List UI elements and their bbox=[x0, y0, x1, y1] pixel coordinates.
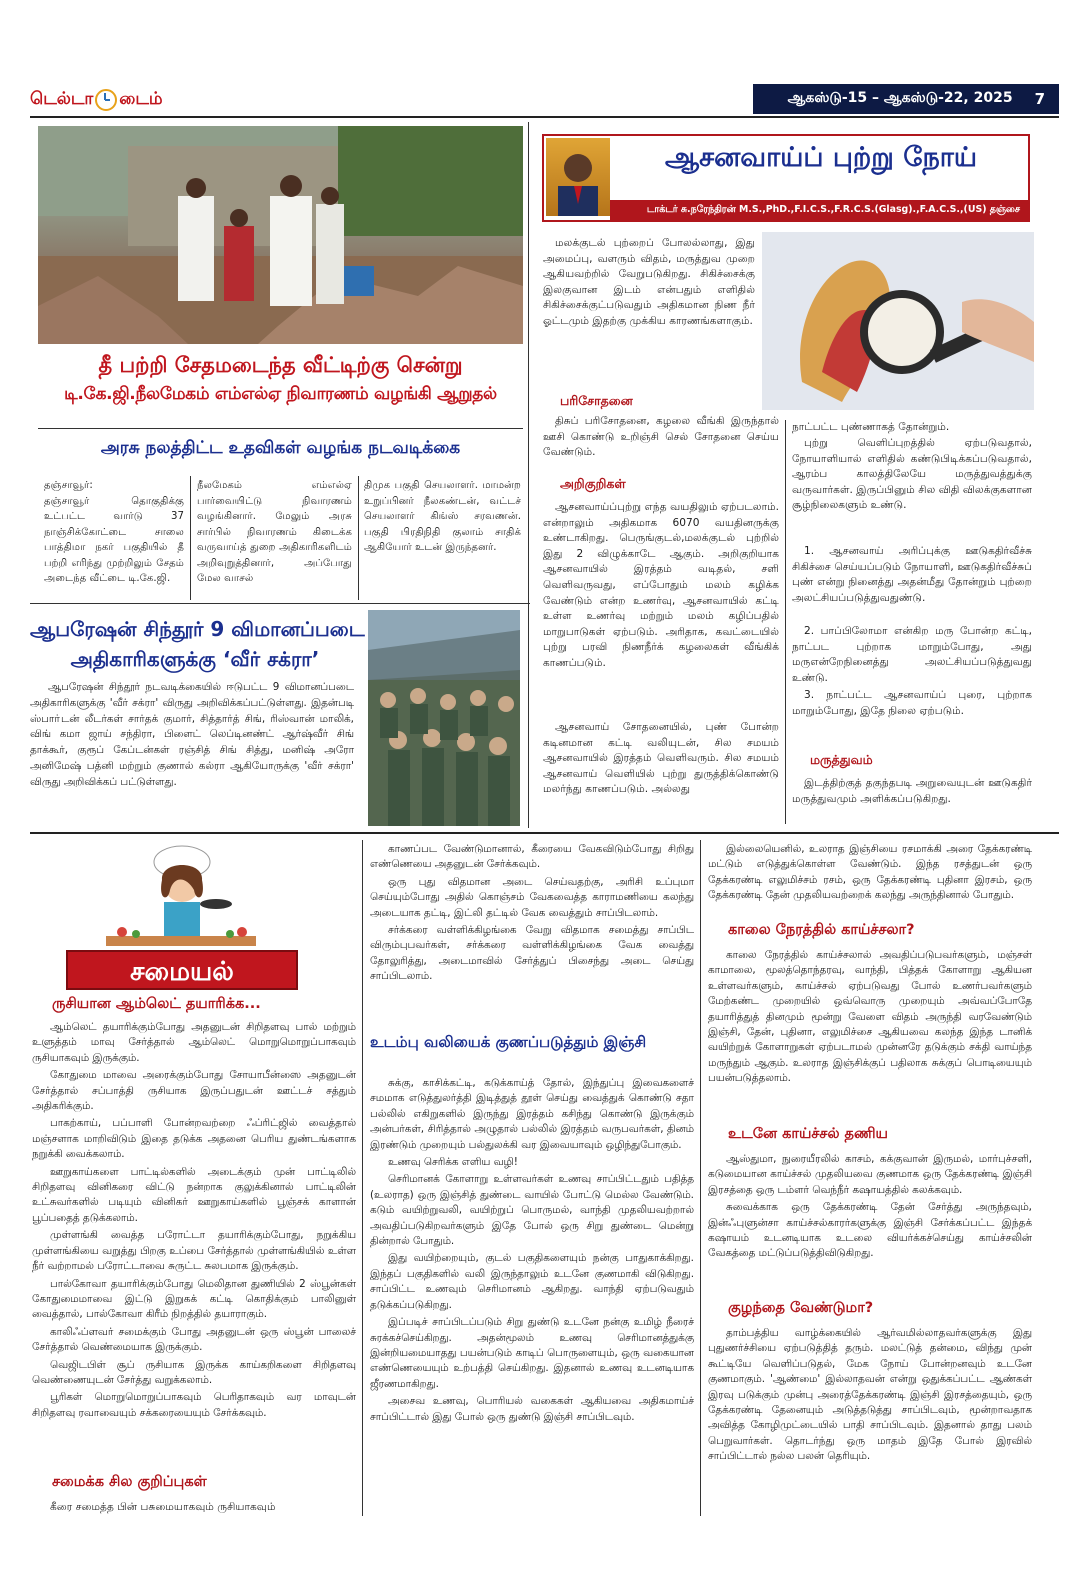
cooking-col1-p5: பால்கோவா தயாரிக்கும்போது மெலிதான துணியில் 2 ஸ்பூன்கள் கோதுமைமாவை இட்டு இறுகக் கட்டி கொதிக்கும் பாலினுள் வைத்தால், பால்கோவா கிரீம் நிறத்தில் தயாராகும். bbox=[32, 1277, 356, 1321]
health-symptoms-1: ஆசனவாய்ப்புற்று எந்த வயதிலும் ஏற்படலாம். என்றாலும் அதிகமாக 6070 வயதினருக்கு உண்டாகிறது. பெருங்குடல்,மலக்குடல் புற்றில் இது 2 விழுக்காடே ஆகும். அறிகுறியாக ஆசனவாயில் இரத்தம் வடிதல், சளி வெளிவருவது, எப்போதும் மலம் கழிக்க வேண்டும் என்ற உணர்வு, ஆசனவாயில் கட்டி உள்ள உணர்வு மற்றும் மலம் கழிப்பதில் மாறுபாடுகள் ஏற்படும். அரிதாக, கவட்டையில் புற்று பரவி நிணநீர்க் கழலைகள் வீங்கிக் காணப்படும். bbox=[543, 501, 779, 669]
cooking-title3: உடம்பு வலியைக் குணப்படுத்தும் இஞ்சி bbox=[370, 1033, 647, 1051]
page-number: 7 bbox=[1034, 90, 1045, 108]
logo-left-text: டெல்டா bbox=[30, 89, 94, 109]
cooking-col3c-p0: ஆஸ்துமா, நுரையீரலில் காசம், கக்குவான் இருமல், மார்புச்சளி, கடுமையான காய்ச்சல் முதலியவை குணமாக ஒரு தேக்கரண்டி இஞ்சி இரசத்தை ஒரு டம்ளர் வெந்நீர் கஷாயத்தில் கலக்கவும். bbox=[708, 1153, 1032, 1196]
cooking-col1-end: கீரை சமைத்த பின் பசுமையாகவும் ருசியாகவும் bbox=[50, 1501, 276, 1513]
health-treat: இடத்திற்குத் தகுந்தபடி அறுவையுடன் ஊடுகதிர் மருத்துவமும் அளிக்கப்படுகிறது. bbox=[792, 777, 1032, 805]
story1-col3: திமுக பகுதி செயலாளர். மாமன்ற உறுப்பினர் நீலகண்டன், வட்டச் செயலாளர் கிங்ஸ் சரவணன். பகுதி பிரதிநிதி குலாம் சாதிக் ஆகியோர் உடன் இருந்தனர். bbox=[364, 480, 521, 553]
cooking-col3d: தாம்பத்திய வாழ்க்கையில் ஆர்வமில்லாதவர்களுக்கு இது புதுணர்ச்சியை ஏற்படுத்தித் தரும். மலட்டுத் தன்மை, விந்து முன் கூட்டியே வெளிப்படுதல், மேக நோய் போன்றனவும் உடனே குணமாகும். 'ஆண்மை' இல்லாதவன் என்று ஒதுக்கப்பட்ட ஆண்கள் இரவு படுக்கும் முன்பு அரைத்தேக்கரண்டி இஞ்சி இரசத்தையும், ஒரு தேக்கரண்டி தேனையும் அடுத்தடுத்து சாப்பிடவும், மூன்றாவதாக அவித்த கோழிமுட்டையில் பாதி சாப்பிடவும். இதனால் தாது பலம் பெறுவார்கள். தொடர்ந்து ஒரு மாதம் இதே போல் இரவில் சாப்பிட்டால் நல்ல பலன் தெரியும். bbox=[708, 1327, 1032, 1463]
cooking-col2b bbox=[370, 1076, 694, 1427]
air-force-officers-photo bbox=[368, 610, 520, 826]
masthead bbox=[30, 84, 1059, 116]
cooking-col3c-p1: சுவைக்காக ஒரு தேக்கரண்டி தேன் சேர்த்து அருந்தவும், இன்ஃபுளுன்சா காய்ச்சல்காரர்களுக்கு இஞ்சி சேர்க்கப்பட்ட இந்தக் கஷாயம் உடனடியாக உடலை வியர்க்கச்செய்து காய்ச்சலின் வேகத்தை மட்டுப்படுத்திவிடுகிறது. bbox=[708, 1201, 1032, 1260]
cooking-col1-p7: வெஜிடபிள் சூப் ருசியாக இருக்க காய்கறிகளை சிறிதளவு வெண்ணையுடன் சேர்த்து வறுக்கலாம். bbox=[32, 1358, 356, 1386]
health-symptoms-2: ஆசனவாய் சோதனையில், புண் போன்ற கடினமான கட்டி வலியுடன், சில சமயம் ஆசனவாயில் இரத்தம் வெளிவரும். சில சமயம் ஆசனவாய் வெளியில் புற்று துருத்திக்கொண்டு மலர்ந்து காணப்படும். அல்லது bbox=[543, 721, 779, 796]
cooking-col1-p6: காலிஃப்ளவர் சமைக்கும் போது அதனுடன் ஒரு ஸ்பூன் பாலைச் சேர்த்தால் வெண்மையாக இருக்கும். bbox=[32, 1325, 356, 1354]
cooking-col1-p2: பாகற்காய், பப்பாளி போன்றவற்றை ஃப்ரிட்ஜில் வைத்தால் மஞ்சளாக மாறிவிடும் இதை தடுக்க அதனை பெரிய துண்டங்களாக நறுக்கி வைக்கலாம். bbox=[32, 1117, 356, 1161]
date-range: ஆகஸ்டு-15 – ஆகஸ்டு-22, 2025 bbox=[787, 90, 1013, 106]
cooking-col2b-p2: செரிமானக் கோளாறு உள்ளவர்கள் உணவு சாப்பிட்டதும் பதித்த (உலராத) ஒரு இஞ்சித் துண்டை வாயில் போட்டு மெல்ல வேண்டும். கடும் வயிற்றுவலி, வயிற்றுப் பொருமல், வாந்தி முதலியவற்றால் அவதிப்படுகிறவர்களும் இதே போல் ஒரு சிறு துண்டை மென்று தின்றால் போதும். bbox=[370, 1173, 694, 1248]
anatomy-magnifier-photo bbox=[762, 232, 1034, 410]
cooking-title1: ருசியான ஆம்லெட் தயாரிக்க... bbox=[52, 996, 261, 1012]
cooking-col2a bbox=[370, 842, 694, 987]
divider bbox=[700, 840, 701, 1516]
story1-col1: தஞ்சாவூர்: தஞ்சாவூர் தொகுதிக்கு உட்பட்ட வார்டு 37 நாஞ்சிக்கோட்டை சாலை பாத்திமா நகர் பகுதியில் தீ பற்றி எரிந்து முற்றிலும் சேதம் அடைந்த வீட்டை டி.கே.ஜி. bbox=[44, 480, 184, 584]
cooking-col1-p1: கோதுமை மாவை அரைக்கும்போது சோயாபீன்ஸை அதனுடன் சேர்த்தால் சப்பாத்தி ருசியாக இருப்பதுடன் ஊட்டச் சத்தும் அதிகரிக்கும். bbox=[32, 1069, 356, 1113]
cooking-col3b: காலை நேரத்தில் காய்ச்சலால் அவதிப்படுபவர்களும், மஞ்சள் காமாலை, மூலத்தொந்தரவு, வாந்தி, பித்தக் கோளாறு ஆகியன உள்ளவர்களும், காய்ச்சல் ஏற்படுவது போல் உணர்பவர்களும் மேற்கண்ட முறையில் ஒவ்வொரு முறையும் அவ்வப்போதே தயாரித்துத் தினமும் மூன்று வேளை விதம் அருந்தி வரவேண்டும் இஞ்சி, தேன், புதினா, எலுமிச்சை ஆகியவை கலந்த இந்த டானிக் வயிற்றுக் கோளாறுகள் ஏற்படாமல் முன்னரே தடுக்கும் சக்தி வாய்ந்த மருந்தும் ஆகும். உலராத இஞ்சிக்குப் பதிலாக சுக்குப் பொடியையும் பயன்படுத்தலாம். bbox=[708, 949, 1032, 1085]
story1-col2: நீலமேகம் எம்எல்ஏ பார்வையிட்டு நிவாரணம் வழங்கினார். மேலும் அரசு சார்பில் நிவாரணம் கிடைக்க வருவாய்த் துறை அதிகாரிகளிடம் அறிவுறுத்தினார், அப்போது மேல வாசல் bbox=[197, 480, 352, 584]
health-col3-2: புற்று வெளிப்புறத்தில் ஏற்படுவதால், நோயாளியால் எளிதில் கண்டுபிடிக்கப்படுவதால், ஆரம்ப காலத்திலேயே மருத்துவத்துக்கு வருவார்கள். இருப்பினும் சில விதி விலக்குகளான சூழ்நிலைகளும் உண்டு. bbox=[792, 437, 1032, 512]
story1-headline-line1: தீ பற்றி சேதமடைந்த வீட்டிற்கு சென்று bbox=[98, 353, 463, 377]
cooking-banner bbox=[66, 840, 298, 990]
divider bbox=[358, 476, 359, 600]
health-title-banner bbox=[542, 134, 1030, 222]
health-col3-5: 3. நாட்பட்ட ஆசனவாய்ப் புரை, புற்றாக மாறும்போது, இதே நிலை ஏற்படும். bbox=[792, 689, 1032, 717]
story1-subheadline: அரசு நலத்திட்ட உதவிகள் வழங்க நடவடிக்கை bbox=[100, 438, 461, 458]
chef-illustration bbox=[66, 840, 298, 952]
divider bbox=[30, 603, 530, 604]
divider bbox=[38, 428, 523, 429]
masthead-date-bar bbox=[753, 84, 1059, 114]
health-col3-4: 2. பாப்பிலோமா என்கிற மரு போன்ற கட்டி, நாட்பட புற்றாக மாறும்போது, அது மருஎன்றேநினைத்து அலட்சியப்படுத்துவது உண்டு. bbox=[792, 625, 1032, 684]
cooking-col1-p4: முள்ளங்கி வைத்த பரோட்டா தயாரிக்கும்போது, நறுக்கிய முள்ளங்கியை வறுத்து பிறகு உப்பை சேர்த்தால் முள்ளங்கியில் உள்ள நீர் வற்றாமல் பரோட்டாவை சுருட்ட சுலபமாக இருக்கும். bbox=[32, 1229, 356, 1273]
cooking-col1-p0: ஆம்லெட் தயாரிக்கும்போது அதனுடன் சிறிதளவு பால் மற்றும் உளுத்தம் மாவு சேர்த்தால் ஆம்லெட் மொறுமொறுப்பாகவும் ருசியாகவும் இருக்கும். bbox=[32, 1021, 356, 1064]
masthead-rule bbox=[30, 116, 1059, 118]
cooking-banner-label: சமையல் bbox=[66, 950, 298, 990]
story2-headline-line2: அதிகாரிகளுக்கு ‘வீர் சக்ரா’ bbox=[70, 647, 320, 671]
cooking-col3c bbox=[708, 1152, 1032, 1264]
cooking-col2b-p3: இது வயிற்றையும், குடல் பகுதிகளையும் நன்கு பாதுகாக்கிறது. இந்தப் பகுதிகளில் வலி இருந்தாலும் உடனே குணமாகி விடுகிறது. சாப்பிட்ட உணவும் செரிமானம் ஆகிறது. வாந்தி ஏற்படுவதும் தடுக்கப்படுகிறது. bbox=[370, 1252, 694, 1311]
health-title: ஆசனவாய்ப் புற்று நோய் bbox=[664, 142, 978, 173]
divider bbox=[785, 420, 786, 824]
cooking-title5: உடனே காய்ச்சல் தணிய bbox=[728, 1126, 888, 1142]
divider bbox=[528, 122, 529, 828]
health-author: டாக்டர் சு.நரேந்திரன் M.S.,PhD.,F.I.C.S.,F.R.C.S.(Glasg).,F.A.C.S.,(US) தஞ்சை bbox=[610, 200, 1028, 220]
story2-body: ஆபரேஷன் சிந்தூர் நடவடிக்கையில் ஈடுபட்ட 9 விமானப்படை அதிகாரிகளுக்கு 'வீர் சக்ரா' விருது அறிவிக்கப்பட்டுள்ளது. இதன்படி ஸ்பாா்டன் லீடர்கள் சார்தக் குமார், சித்தார்த் சிங், ரிஸ்வான் மாலிக், விங் கமா ஜாய் சந்திரா, பிளைட் லெப்டினண்ட் ஆர்ஷ்வீர் சிங் தாக்கூர், குரூப் கேப்டன்கள் ரஞ்சித் சிங் சித்து, மனிஷ் அரோ அனிமேஷ் பத்னி மற்றும் குணால் கல்ரா ஆகியோருக்கு 'வீர் சக்ரா' விருது அறிவிக்கப் பட்டுள்ளது. bbox=[30, 681, 354, 788]
cooking-col1 bbox=[32, 1020, 356, 1423]
cooking-col2a-p0: காணப்பட வேண்டுமானால், கீரையை வேகவிடும்போது சிறிது எண்ணெயை அதனுடன் சேர்க்கவும். bbox=[370, 843, 694, 871]
fire-damaged-house-photo bbox=[38, 126, 523, 344]
health-col3-3: 1. ஆசனவாய் அரிப்புக்கு ஊடுகதிர்வீச்சு சிகிச்சை செய்யப்படும் நோயாளி, ஊடுகதிர்வீச்சுப் புண் என்று நினைத்து அதன்மீது தோன்றும் புற்றை அலட்சியப்படுத்துவதுண்டு. bbox=[792, 545, 1032, 604]
cooking-col2b-p0: சுக்கு, காசிக்கட்டி, கடுக்காய்த் தோல், இந்துப்பு இவைகளைச் சமமாக எடுத்துலர்த்தி இடித்துத் தூள் செய்து வைத்துக் கொண்டு சதா பல்லில் எகிறுகளில் இருந்து இரத்தம் கசிந்து கொண்டு இருக்கும் அன்பர்கள், சிரித்தால் அழுதால் பல்லில் இரத்தம் வருபவர்கள், தினம் இரண்டும் முறையும் பல்துலக்கி வர இவையாவும் ஒழிந்துபோகும். bbox=[370, 1077, 694, 1151]
story2-headline-line1: ஆபரேஷன் சிந்தூர் 9 விமானப்படை bbox=[30, 617, 365, 641]
author-photo bbox=[546, 138, 610, 216]
cooking-title2: சமைக்க சில குறிப்புகள் bbox=[52, 1474, 207, 1490]
cooking-col2a-p1: ஒரு புது விதமான அடை செய்வதற்கு, அரிசி உப்புமா செய்யும்போது அதில் கொஞ்சம் வேகவைத்த காராமணியை கலந்து அடையாக தட்டி, இட்லி தட்டில் வேக வைத்தும் சாப்பிடலாம். bbox=[370, 875, 694, 919]
cooking-title6: குழந்தை வேண்டுமா? bbox=[728, 1300, 874, 1316]
masthead-logo bbox=[30, 86, 163, 114]
cooking-col1-p8: பூரிகள் மொறுமொறுப்பாகவும் பெரிதாகவும் வர மாவுடன் சிறிதளவு ரவாவையும் சக்கரையையும் சேர்க்கவும். bbox=[32, 1391, 356, 1419]
story1-headline-line2: டி.கே.ஜி.நீலமேகம் எம்எல்ஏ நிவாரணம் வழங்கி ஆறுதல் bbox=[64, 384, 497, 404]
logo-clock-icon bbox=[95, 89, 117, 111]
divider bbox=[190, 476, 191, 600]
cooking-col2a-p2: சர்க்கரை வள்ளிக்கிழங்கை வேறு விதமாக சமைத்து சாப்பிட விரும்புபவர்கள், சர்க்கரை வள்ளிக்கிழங்கை வேக வைத்து தோலுரித்து, அடைமாவில் சேர்த்துப் பிசைந்து அடை செய்து சாப்பிடலாம். bbox=[370, 924, 694, 983]
health-test: திசுப் பரிசோதனை, கழலை வீங்கி இருந்தால் ஊசி கொண்டு உறிஞ்சி செல் சோதனை செய்ய வேண்டும். bbox=[543, 415, 779, 459]
health-intro: மலக்குடல் புற்றைப் போலல்லாது, இது அமைப்பு, வளரும் விதம், மருத்துவ முறை ஆகியவற்றில் வேறுபடுகிறது. சிகிச்சைக்கு இலகுவான இடம் என்பதும் எளிதில் சிகிச்சைக்குட்படுவதும் அதிகமான நிண நீர் ஓட்டமும் இதற்கு முக்கிய காரணங்களாகும். bbox=[543, 237, 755, 327]
cooking-col3a: இல்லையெனில், உலராத இஞ்சியை ரசமாக்கி அரை தேக்கரண்டி மட்டும் எடுத்துக்கொள்ள வேண்டும். இந்த ரசத்துடன் ஒரு தேக்கரண்டி எலுமிச்சம் ரசம், ஒரு தேக்கரண்டி புதினா இரசம், ஒரு தேக்கரண்டி தேன் முதலியவற்றைக் கலந்து அருந்தினால் போதும். bbox=[708, 843, 1032, 902]
story2-headline bbox=[30, 614, 365, 674]
health-sub-treat: மருத்துவம் bbox=[810, 752, 873, 767]
cooking-col2b-p1: உணவு செரிக்க எளிய வழி! bbox=[388, 1156, 518, 1169]
logo-right-text: டைம் bbox=[119, 89, 163, 109]
cooking-col2b-p5: அசைவ உணவு, பொரியல் வகைகள் ஆகியவை அதிகமாய்ச் சாப்பிட்டால் இது போல் ஒரு துண்டு இஞ்சி சாப்பிடவும். bbox=[370, 1395, 694, 1423]
divider bbox=[362, 840, 363, 1516]
divider bbox=[30, 832, 1059, 834]
health-sub-symptoms: அறிகுறிகள் bbox=[560, 476, 626, 491]
cooking-title4: காலை நேரத்தில் காய்ச்சலா? bbox=[728, 922, 915, 938]
cooking-col2b-p4: இப்படிச் சாப்பிடப்படும் சிறு துண்டு உடனே நன்கு உமிழ் நீரைச் சுரக்கச்செய்கிறது. அதன்மூலம் உணவு செரிமானத்துக்கு இன்றியமையாதது பயன்படும் காடிப் பொருளையும், ஒரு வகையான எண்ணெயையும் உற்பத்தி செய்கிறது. இதனால் உணவு உடனடியாக ஜீரணமாகிறது. bbox=[370, 1316, 694, 1390]
story1-headline bbox=[38, 350, 523, 408]
cooking-col1-p3: ஊறுகாய்களை பாட்டில்களில் அடைக்கும் முன் பாட்டிலில் சிறிதளவு வினிகரை விட்டு நன்றாக குலுக்கினால் பாட்டிலின் உட்சுவர்களில் படியும் வினிகர் ஊறுகாய்களில் பூஞ்சக் காளான் பூப்பதைத் தடுக்கலாம். bbox=[32, 1165, 356, 1224]
health-col3-1: நாட்பட்ட புண்ணாகத் தோன்றும். bbox=[792, 421, 950, 433]
health-sub-test: பரிசோதனை bbox=[560, 393, 633, 408]
